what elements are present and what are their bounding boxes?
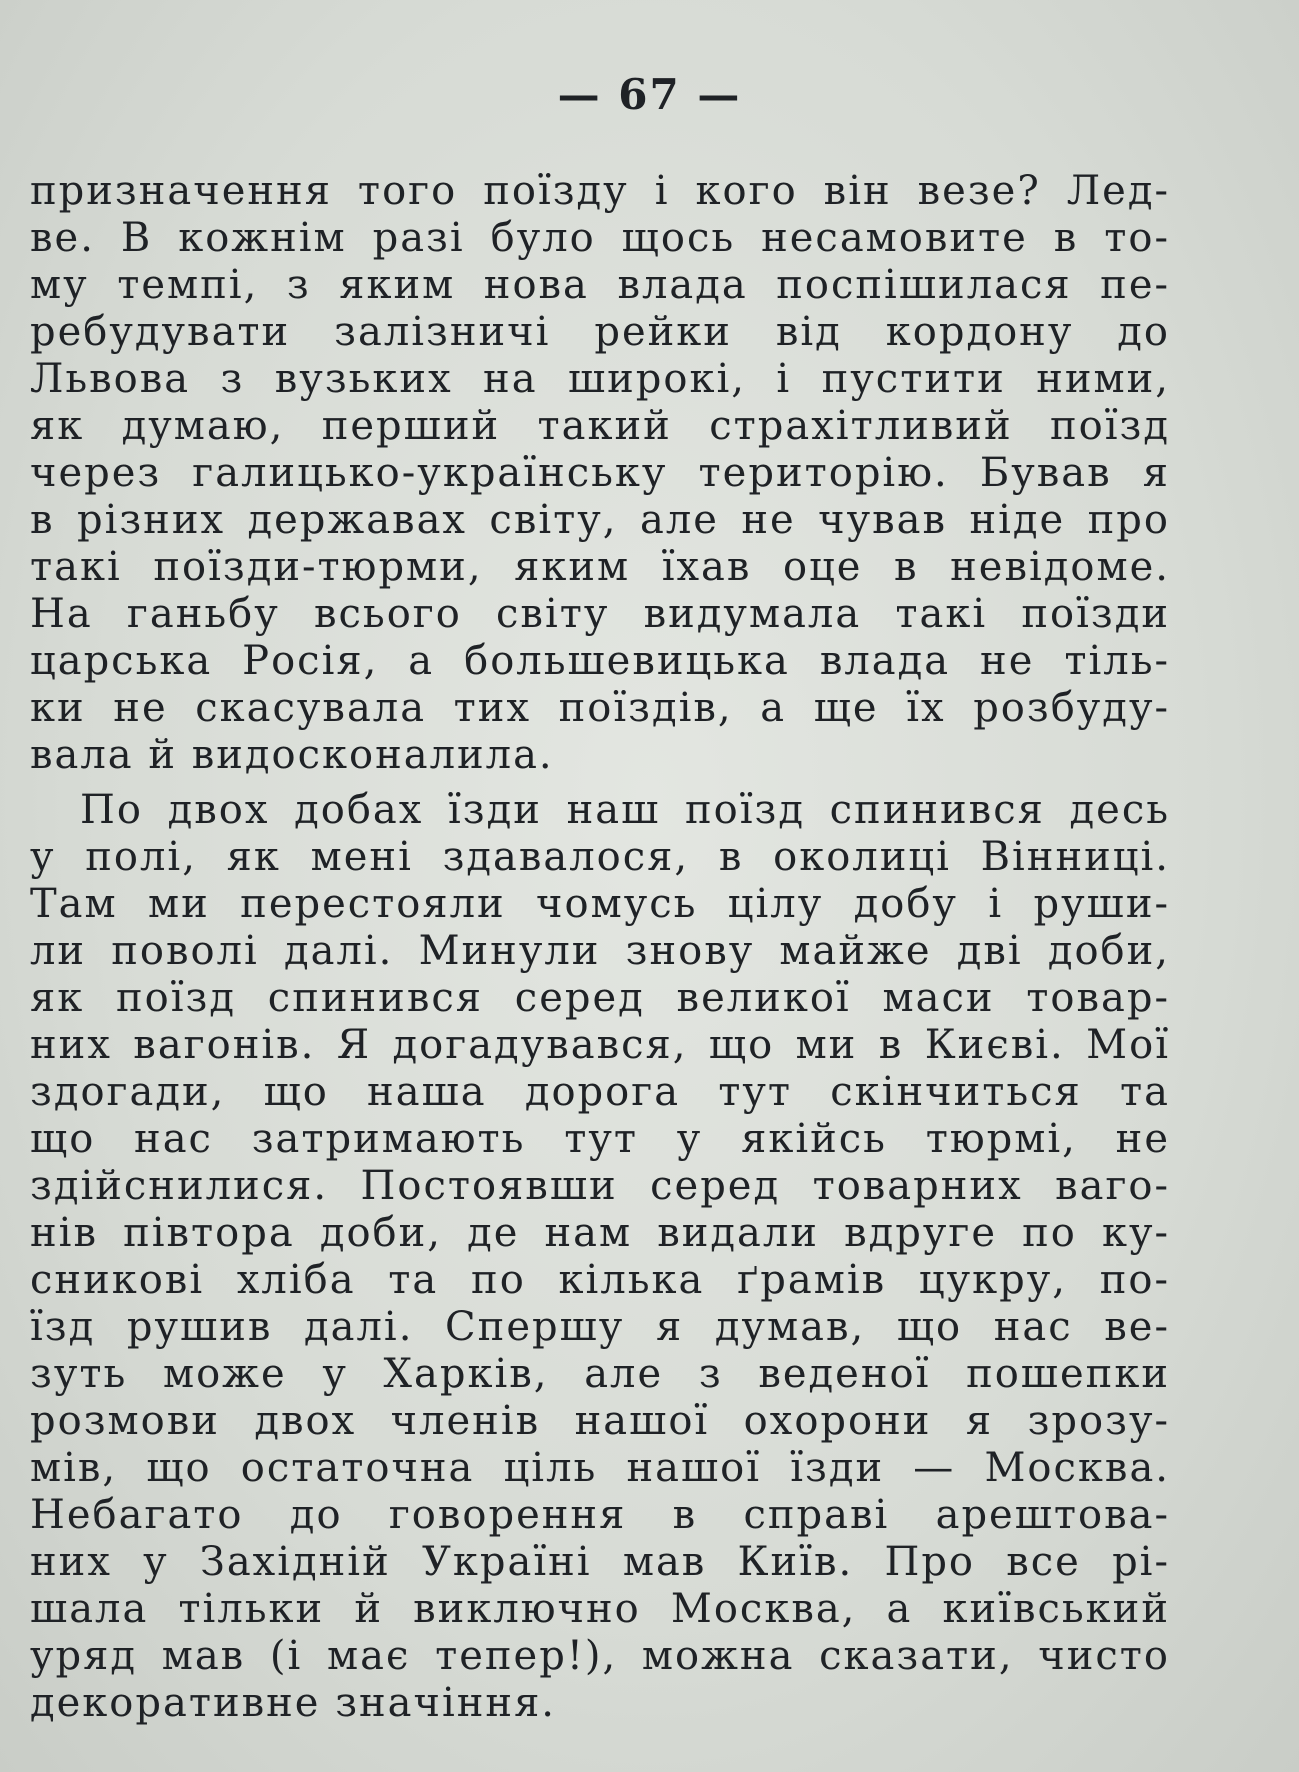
text-line: зуть може у Харків, але з веденої пошепки (30, 1351, 1170, 1397)
text-line: нів півтора доби, де нам видали вдруге по ку- (30, 1210, 1170, 1256)
text-line: що нас затримають тут у якійсь тюрмі, не (30, 1116, 1170, 1162)
text-line: ве. В кожнім разі було щось несамовите в то- (30, 215, 1170, 261)
text-line: Небагато до говорення в справі арештова- (30, 1492, 1170, 1538)
text-line: уряд мав (і має тепер!), можна сказати, чисто (30, 1633, 1170, 1679)
text-line: Львова з вузьких на широкі, і пустити ними, (30, 356, 1170, 402)
text-line: них вагонів. Я догадувався, що ми в Києві. Мої (30, 1022, 1170, 1068)
text-line: призначення того поїзду і кого він везе? Лед- (30, 168, 1170, 214)
text-line: На ганьбу всього світу видумала такі поїзди (30, 591, 1170, 637)
text-line: їзд рушив далі. Спершу я думав, що нас ве- (30, 1304, 1170, 1350)
text-line: через галицько-українську територію. Бував я (30, 450, 1170, 496)
text-line: здогади, що наша дорога тут скінчиться та (30, 1069, 1170, 1115)
text-line: Там ми перестояли чомусь цілу добу і руши- (30, 881, 1170, 927)
text-line: шала тільки й виключно Москва, а київський (30, 1586, 1170, 1632)
text-line: здійснилися. Постоявши серед товарних ваго- (30, 1163, 1170, 1209)
text-line: такі поїзди-тюрми, яким їхав оце в невідоме. (30, 544, 1170, 590)
text-line: ребудувати залізничі рейки від кордону до (30, 309, 1170, 355)
text-line: розмови двох членів нашої охорони я зрозу- (30, 1398, 1170, 1444)
text-line: ли поволі далі. Минули знову майже дві доби, (30, 928, 1170, 974)
text-line: царська Росія, а большевицька влада не тіль- (30, 638, 1170, 684)
body-text (30, 168, 1170, 1727)
text-line: сникові хліба та по кілька ґрамів цукру, по- (30, 1257, 1170, 1303)
text-line: декоративне значіння. (30, 1680, 557, 1726)
text-line: них у Західній Україні мав Київ. Про все рі- (30, 1539, 1170, 1585)
text-line: вала й видосконалила. (30, 732, 554, 778)
text-line: як поїзд спинився серед великої маси товар- (30, 975, 1170, 1021)
text-line: му темпі, з яким нова влада поспішилася пе- (30, 262, 1170, 308)
text-line: мів, що остаточна ціль нашої їзди — Москва. (30, 1445, 1170, 1491)
text-line: в різних державах світу, але не чував ніде про (30, 497, 1170, 543)
text-line: у полі, як мені здавалося, в околиці Вінниці. (30, 834, 1170, 880)
text-line: ки не скасувала тих поїздів, а ще їх розбуду- (30, 685, 1170, 731)
page-number: — 67 — (557, 70, 742, 119)
text-line: як думаю, перший такий страхітливий поїзд (30, 403, 1170, 449)
paragraph-start-line: По двох добах їзди наш поїзд спинився десь (80, 787, 1170, 833)
